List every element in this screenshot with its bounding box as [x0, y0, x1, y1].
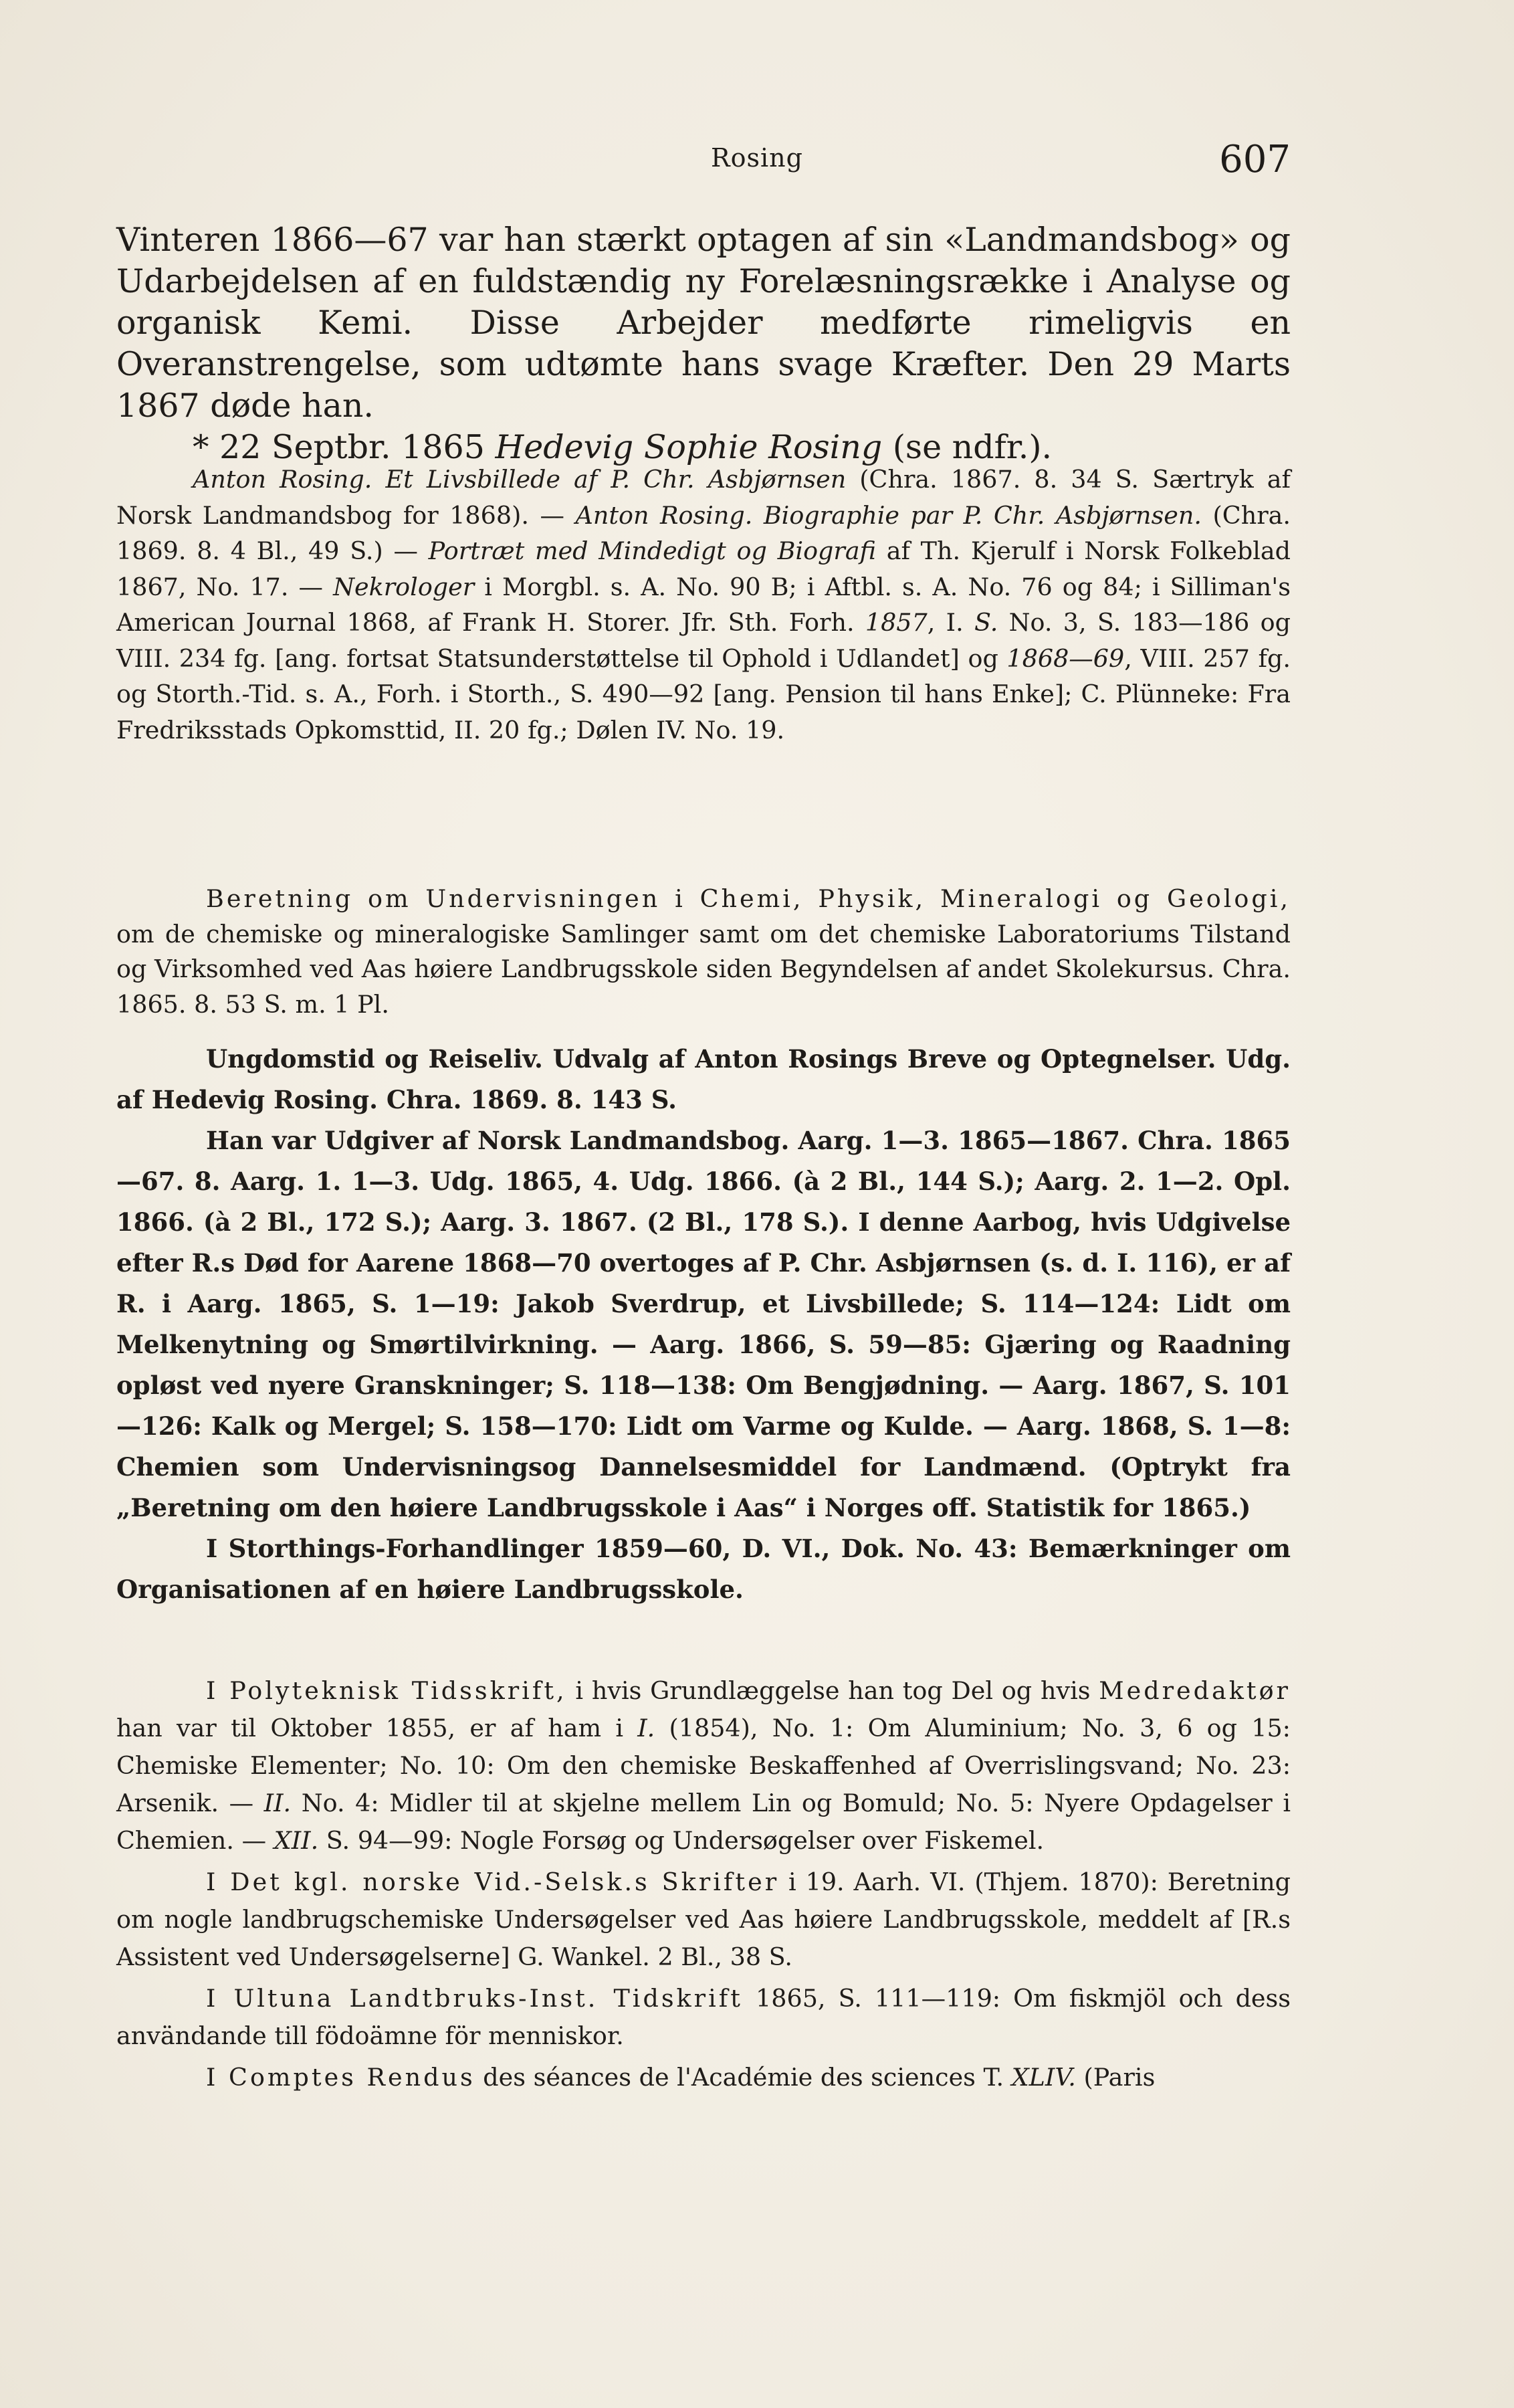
pub-text-2: i 19. Aarh. VI. (Thjem. 1870): Beretning om nogle landbrugschemiske Undersøgelser ved Aas høiere Landbrugsskole, meddelt af [R.s Assistent ved Undersøgelserne] G. Wankel. 2 Bl., 38 S.	[116, 1868, 1291, 1971]
journal-polyteknisk: I Polyteknisk Tidsskrift,	[206, 1676, 567, 1705]
journal-comptes-rendus: I Comptes Rendus	[206, 2063, 475, 2092]
biblio-title-2: Anton Rosing. Biographie par P. Chr. Asbjørnsen.	[575, 500, 1202, 530]
pub-text-1e: S. 94—99: Nogle Forsøg og Undersøgelser over Fiskemel.	[318, 1826, 1045, 1855]
role-medredaktor: Medredaktør	[1099, 1676, 1291, 1705]
fraktur-paragraph-3: I Storthings-Forhandlinger 1859—60, D. VI., Dok. No. 43: Bemærkninger om Organisationen af en høiere Landbrugsskole.	[116, 1534, 1291, 1604]
pub-text-1d: No. 4: Midler til at skjelne mellem Lin og Bomuld; No. 5: Nyere Opdagelser i Chemien. —	[116, 1789, 1291, 1855]
beretning-entry	[116, 882, 1291, 1022]
biblio-text-6: No. 3, S. 183—186 og VIII. 234 fg. [ang. fortsat Statsunderstøttelse til Ophold i Udlandet] og	[116, 608, 1291, 673]
volume-2: II.	[263, 1789, 292, 1817]
beretning-paragraph	[116, 882, 1291, 1022]
page-number: 607	[1219, 138, 1291, 181]
biblio-text-5: , I.	[927, 608, 974, 637]
publication-comptes-rendus	[116, 2059, 1291, 2096]
biblio-text-2: (Chra. 1869. 8. 4 Bl., 49 S.) —	[116, 500, 1291, 565]
volume-1: I.	[637, 1714, 655, 1742]
beretning-title: Beretning om Undervisningen i Chemi, Physik, Mineralogi og Geologi,	[206, 884, 1291, 913]
publication-vid-selsk	[116, 1864, 1291, 1976]
biblio-series: S.	[974, 608, 998, 637]
fraktur-paragraph-1: Ungdomstid og Reiseliv. Udvalg af Anton Rosings Breve og Optegnelser. Udg. af Hedevig Rosing. Chra. 1869. 8. 143 S.	[116, 1044, 1291, 1114]
pub-text-1a: i hvis Grundlæggelse han tog Del og hvis	[566, 1676, 1099, 1705]
biblio-text-4: i Morgbl. s. A. No. 90 B; i Aftbl. s. A. No. 76 og 84; i Silliman's American Journal 1868, af Frank H. Storer. Jfr. Sth. Forh.	[116, 572, 1291, 637]
bibliography-block	[116, 462, 1291, 748]
publication-polyteknisk	[116, 1672, 1291, 1860]
journal-vid-selsk: I Det kgl. norske Vid.-Selsk.s Skrifter	[206, 1868, 780, 1896]
biblio-title-4: Nekrologer	[333, 572, 475, 601]
fraktur-block	[116, 1039, 1291, 1610]
main-paragraph-1: Vinteren 1866—67 var han stærkt optagen af sin «Landmandsbog» og Udarbejdelsen af en fuldstændig ny Forelæsningsrække i Analyse og organisk Kemi. Disse Arbejder medførte rimeligvis en Overanstrengelse, som udtømte hans svage Kræfter. Den 29 Marts 1867 døde han.	[116, 221, 1291, 425]
biblio-text-3: af Th. Kjerulf i Norsk Folkeblad 1867, No. 17. —	[116, 536, 1291, 601]
fraktur-paragraph-2: Han var Udgiver af Norsk Landmandsbog. Aarg. 1—3. 1865—1867. Chra. 1865—67. 8. Aarg. 1. 1—3. Udg. 1865, 4. Udg. 1866. (à 2 Bl., 144 S.); Aarg. 2. 1—2. Opl. 1866. (à 2 Bl., 172 S.); Aarg. 3. 1867. (2 Bl., 178 S.). I denne Aarbog, hvis Udgivelse efter R.s Død for Aarene 1868—70 overtoges af P. Chr. Asbjørnsen (s. d. I. 116), er af R. i Aarg. 1865, S. 1—19: Jakob Sverdrup, et Livsbillede; S. 114—124: Lidt om Melkenytning og Smørtilvirkning. — Aarg. 1866, S. 59—85: Gjæring og Raadning opløst ved nyere Granskninger; S. 118—138: Om Bengjødning. — Aarg. 1867, S. 101—126: Kalk og Mergel; S. 158—170: Lidt om Varme og Kulde. — Aarg. 1868, S. 1—8: Chemien som Undervisningsog Dannelsesmiddel for Landmænd. (Optrykt fra „Beretning om den høiere Landbrugsskole i Aas“ i Norges off. Statistik for 1865.)	[116, 1126, 1291, 1522]
running-title: Rosing	[711, 143, 803, 173]
beretning-description: om de chemiske og mineralogiske Samlinger samt om det chemiske Laboratoriums Tilstand og Virksomhed ved Aas høiere Landbrugsskole siden Begyndelsen af andet Skolekursus. Chra. 1865. 8. 53 S. m. 1 Pl.	[116, 919, 1291, 1019]
cross-reference: (se ndfr.).	[892, 428, 1053, 466]
volume-12: XII.	[274, 1826, 319, 1855]
publications-block	[116, 1672, 1291, 2100]
main-text	[116, 219, 1291, 468]
biblio-title-1: Anton Rosing. Et Livsbillede af P. Chr. Asbjørnsen	[193, 465, 847, 494]
biblio-year-1: 1857	[865, 608, 928, 637]
pub-text-4-end: (Paris	[1075, 2063, 1156, 2092]
publication-ultuna	[116, 1980, 1291, 2055]
wife-name: Hedevig Sophie Rosing	[495, 428, 883, 466]
birth-date: * 22 Septbr. 1865	[193, 428, 485, 466]
volume-44: XLIV.	[1011, 2063, 1076, 2092]
biblio-text-7: , VIII. 257 fg. og Storth.-Tid. s. A., Forh. i Storth., S. 490—92 [ang. Pension til hans Enke]; C. Plünneke: Fra Fredriksstads Opkomsttid, II. 20 fg.; Dølen IV. No. 19.	[116, 643, 1291, 744]
pub-text-3: 1865, S. 111—119: Om fiskmjöl och dess användande till födoämne för menniskor.	[116, 1984, 1291, 2050]
pub-text-1b: han var til Oktober 1855, er af ham i	[116, 1714, 638, 1742]
bibliography-paragraph	[116, 462, 1291, 748]
pub-text-4: des séances de l'Académie des sciences T.	[475, 2063, 1012, 2092]
biblio-title-3: Portræt med Mindedigt og Biografi	[428, 536, 876, 565]
biblio-text-1: (Chra. 1867. 8. 34 S. Særtryk af Norsk Landmandsbog for 1868). —	[116, 465, 1291, 530]
journal-ultuna: I Ultuna Landtbruks-Inst. Tidskrift	[206, 1984, 743, 2013]
biblio-year-2: 1868—69	[1006, 643, 1125, 673]
pub-text-1c: (1854), No. 1: Om Aluminium; No. 3, 6 og 15: Chemiske Elementer; No. 10: Om den chemiske Beskaffenhed af Overrislingsvand; No. 23: Arsenik. —	[116, 1714, 1291, 1817]
